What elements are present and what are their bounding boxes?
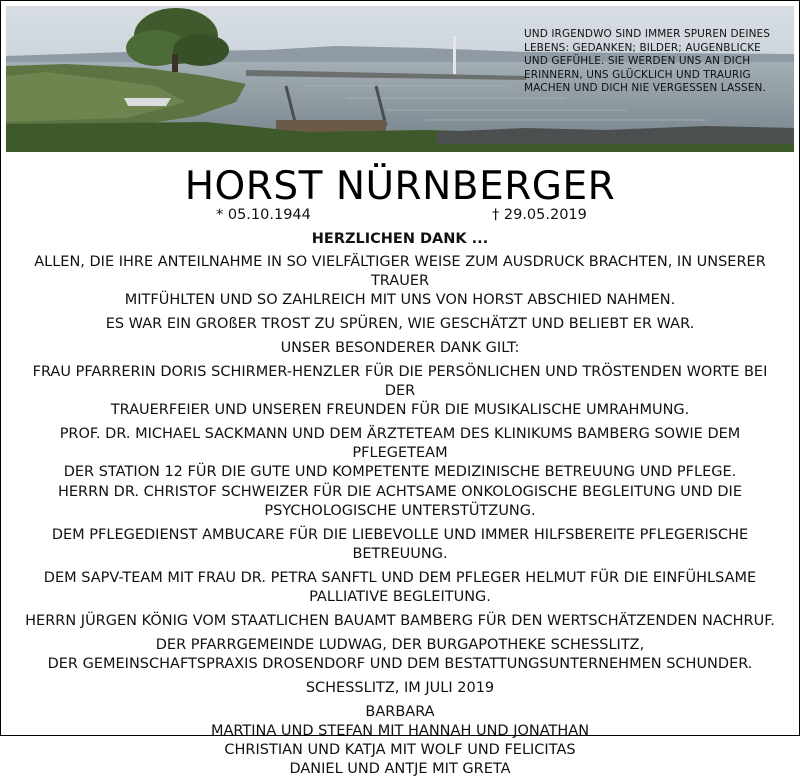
- thanks-eulogy: HERRN JÜRGEN KÖNIG VOM STAATLICHEN BAUAMT BAMBERG FÜR DEN WERTSCHÄTZENDEN NACHRUF.: [25, 613, 775, 629]
- thanks-comfort: ES WAR EIN GROßER TROST ZU SPÜREN, WIE GESCHÄTZT UND BELIEBT ER WAR.: [105, 316, 695, 332]
- thanks-clinic-line: DER STATION 12 FÜR DIE GUTE UND KOMPETENTE MEDIZINISCHE BETREUUNG UND PFLEGE.: [63, 464, 737, 480]
- thanks-sapv: [16, 569, 784, 607]
- thanks-intro-line: MITFÜHLTEN UND SO ZAHLREICH MIT UNS VON HORST ABSCHIED NAHMEN.: [124, 292, 676, 308]
- special-thanks-heading: UNSER BESONDERER DANK GILT:: [280, 340, 520, 356]
- thanks-doctor-line: PSYCHOLOGISCHE UNTERSTÜTZUNG.: [264, 503, 536, 519]
- family-member: BARBARA: [365, 704, 435, 720]
- thanks-pastor-line: FRAU PFARRERIN DORIS SCHIRMER-HENZLER FÜR DIE PERSÖNLICHEN UND TRÖSTENDEN WORTE BEI DER: [32, 364, 768, 399]
- thanks-care-service: DEM PFLEGEDIENST AMBUCARE FÜR DIE LIEBEVOLLE UND IMMER HILFSBEREITE PFLEGERISCHE BETREUUNG.: [51, 527, 749, 562]
- thanks-pastor-line: TRAUERFEIER UND UNSEREN FREUNDEN FÜR DIE MUSIKALISCHE UMRAHMUNG.: [110, 402, 690, 418]
- thanks-heading: HERZLICHEN DANK ...: [311, 231, 489, 247]
- thanks-parish-line: DER GEMEINSCHAFTSPRAXIS DROSENDORF UND DEM BESTATTUNGSUNTERNEHMEN SCHUNDER.: [47, 656, 753, 672]
- birth-date: * 05.10.1944: [216, 207, 311, 223]
- family-member: DANIEL UND ANTJE MIT GRETA: [289, 761, 511, 777]
- place-date: SCHESSLITZ, IM JULI 2019: [305, 680, 495, 696]
- deceased-name: HORST NÜRNBERGER: [184, 164, 616, 209]
- thanks-sapv-line: DEM SAPV-TEAM MIT FRAU DR. PETRA SANFTL UND DEM PFLEGER HELMUT FÜR DIE EINFÜHLSAME: [43, 570, 757, 586]
- thanks-doctor-line: HERRN DR. CHRISTOF SCHWEIZER FÜR DIE ACHTSAME ONKOLOGISCHE BEGLEITUNG UND DIE: [57, 484, 742, 500]
- family-member: MARTINA UND STEFAN MIT HANNAH UND JONATHAN: [210, 723, 590, 739]
- thanks-text: [16, 230, 784, 784]
- thanks-pastor: [16, 363, 784, 420]
- thanks-intro: [16, 253, 784, 310]
- thanks-doctor: [16, 483, 784, 521]
- family-member: CHRISTIAN UND KATJA MIT WOLF UND FELICITAS: [224, 742, 576, 758]
- memorial-quote: UND IRGENDWO SIND IMMER SPUREN DEINES LEBENS: GEDANKEN; BILDER; AUGENBLICKE UND GEFÜHLE. SIE WERDEN UNS AN DICH ERINNERN, UNS GLÜCKLICH UND TRAURIG MACHEN UND DICH NIE VERGESSEN LASSEN.: [524, 28, 771, 94]
- thanks-sapv-line: PALLIATIVE BEGLEITUNG.: [309, 589, 491, 605]
- thanks-parish: [16, 636, 784, 674]
- thanks-intro-line: ALLEN, DIE IHRE ANTEILNAHME IN SO VIELFÄLTIGER WEISE ZUM AUSDRUCK BRACHTEN, IN UNSERER TRAUER: [34, 254, 766, 289]
- family-signatures: [16, 703, 784, 779]
- thanks-clinic-line: PROF. DR. MICHAEL SACKMANN UND DEM ÄRZTETEAM DES KLINIKUMS BAMBERG SOWIE DEM PFLEGETEAM: [59, 426, 741, 461]
- thanks-clinic: [16, 425, 784, 482]
- death-date: † 29.05.2019: [492, 207, 587, 223]
- thanks-parish-line: DER PFARRGEMEINDE LUDWAG, DER BURGAPOTHEKE SCHESSLITZ,: [155, 637, 645, 653]
